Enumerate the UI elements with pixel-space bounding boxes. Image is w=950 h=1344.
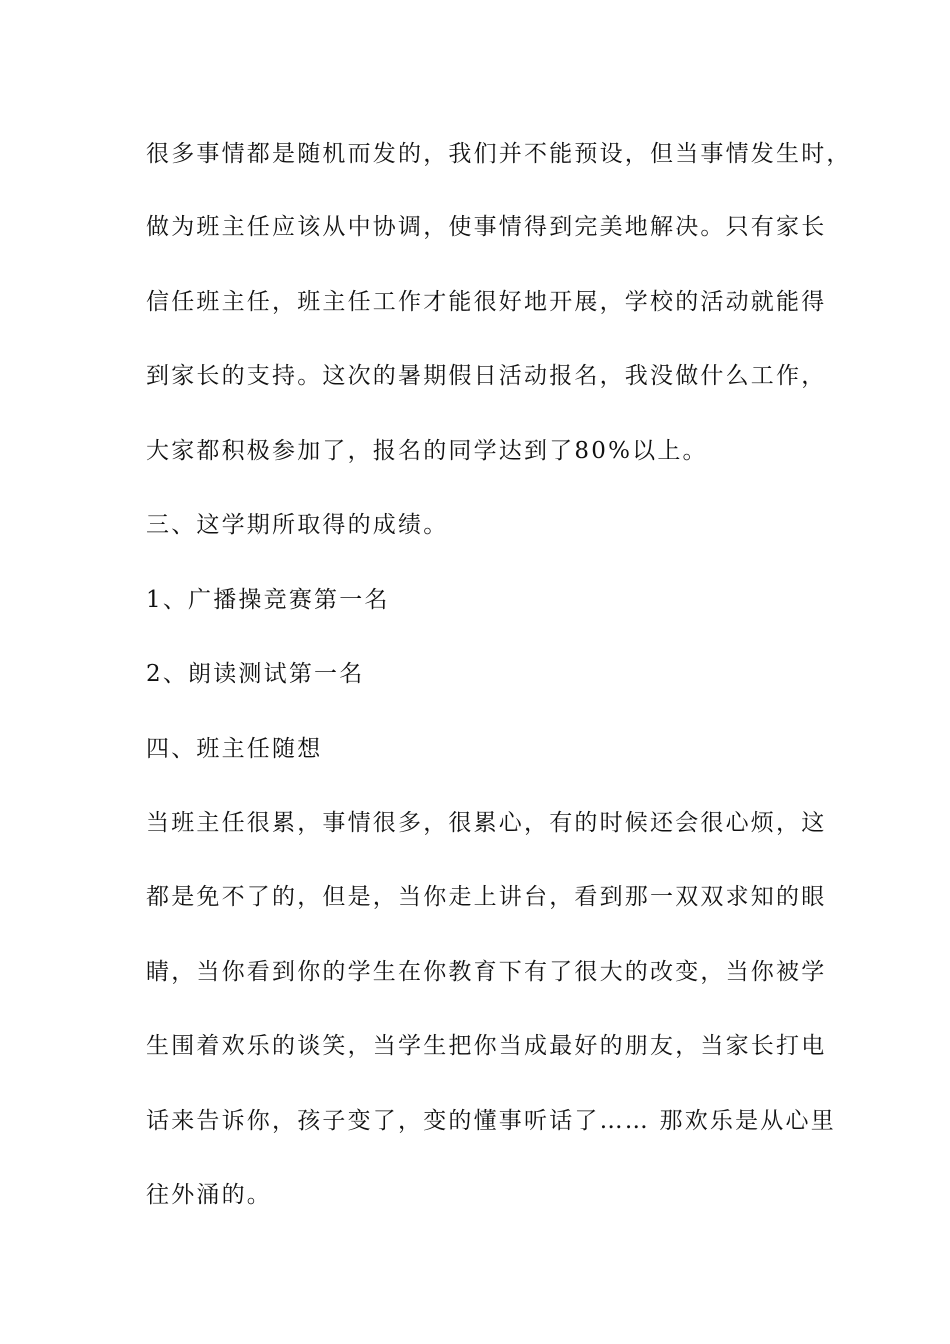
paragraph-line: 睛，当你看到你的学生在你教育下有了很大的改变，当你被学	[146, 959, 827, 985]
paragraph-line: 话来告诉你，孩子变了，变的懂事听话了…… 那欢乐是从心里	[146, 1108, 836, 1134]
paragraph-line: 当班主任很累，事情很多，很累心，有的时候还会很心烦，这	[146, 810, 827, 836]
paragraph-line: 信任班主任，班主任工作才能很好地开展，学校的活动就能得	[146, 289, 827, 315]
paragraph-line: 大家都积极参加了，报名的同学达到了80%以上。	[146, 438, 708, 464]
section-heading: 三、这学期所取得的成绩。	[146, 512, 449, 538]
paragraph-line: 都是免不了的，但是，当你走上讲台，看到那一双双求知的眼	[146, 884, 827, 910]
paragraph-line: 生围着欢乐的谈笑，当学生把你当成最好的朋友，当家长打电	[146, 1033, 827, 1059]
section-heading: 四、班主任随想	[146, 736, 323, 762]
paragraph-line: 做为班主任应该从中协调，使事情得到完美地解决。只有家长	[146, 214, 827, 240]
list-item: 1、广播操竞赛第一名	[146, 587, 390, 613]
paragraph-line: 到家长的支持。这次的暑期假日活动报名，我没做什么工作，	[146, 363, 827, 389]
paragraph-line: 很多事情都是随机而发的，我们并不能预设，但当事情发生时，	[146, 141, 852, 167]
list-item: 2、朗读测试第一名	[146, 661, 365, 687]
paragraph-line: 往外涌的。	[146, 1182, 272, 1208]
